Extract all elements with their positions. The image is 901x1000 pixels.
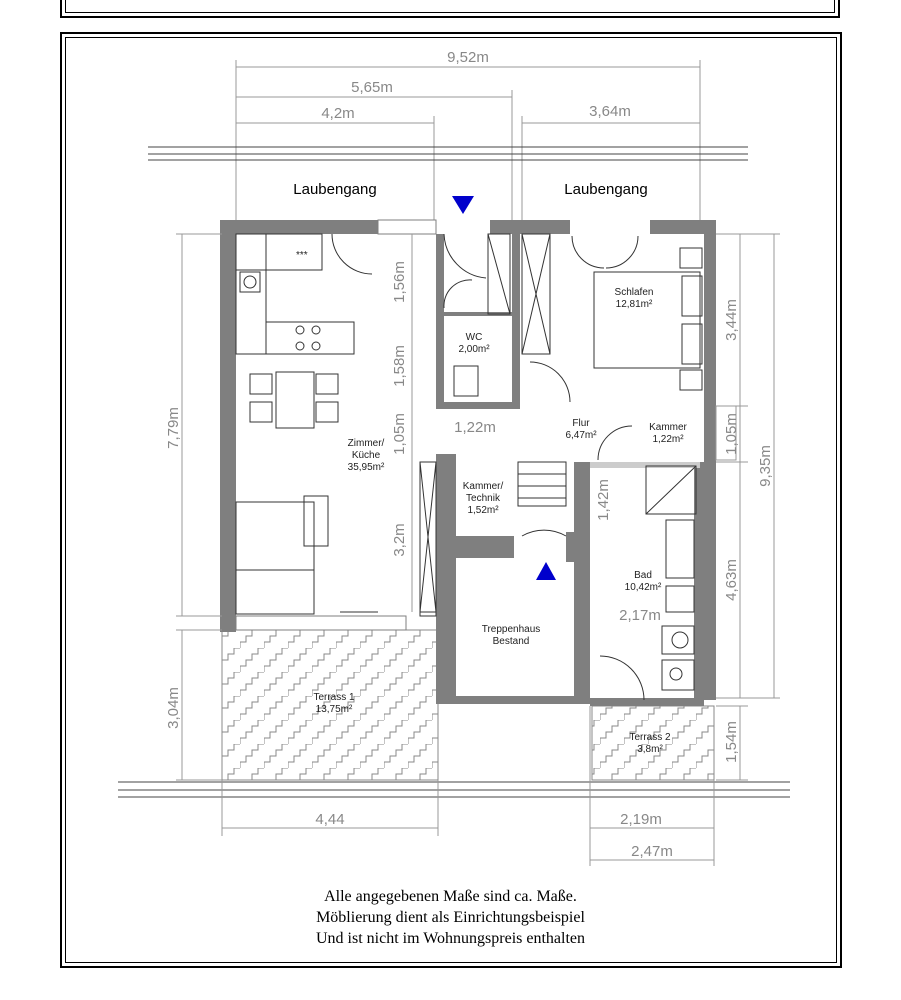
room-treppenhaus-name: Treppenhaus bbox=[481, 624, 541, 635]
room-technik-area: 1,52m² bbox=[467, 505, 499, 516]
room-zimmer-name-2: Küche bbox=[351, 450, 381, 461]
room-terrass2-area: 3,8m² bbox=[637, 744, 663, 755]
room-zimmer-name: Zimmer/ bbox=[347, 438, 385, 449]
stove-mark: *** bbox=[296, 250, 308, 261]
room-zimmer-area: 35,95m² bbox=[347, 462, 385, 473]
dim-bottom-444: 4,44 bbox=[315, 811, 345, 828]
room-wc-area: 2,00m² bbox=[458, 344, 490, 355]
stairs-drawing bbox=[518, 462, 566, 506]
dim-bottom-247: 2,47m bbox=[631, 843, 673, 860]
room-technik-name: Kammer/ bbox=[462, 481, 504, 492]
dim-left-304: 3,04m bbox=[165, 687, 182, 729]
dim-inner-158: 1,58m bbox=[391, 345, 408, 387]
entry-marker-stairs bbox=[536, 562, 556, 580]
note-line-3: Und ist nicht im Wohnungspreis enthalten bbox=[315, 930, 586, 947]
room-terrass2-name: Terrass 2 bbox=[629, 732, 671, 743]
ground-lines bbox=[118, 782, 790, 797]
dim-right-935: 9,35m bbox=[757, 445, 774, 487]
room-technik-name-2: Technik bbox=[466, 493, 500, 504]
dim-right-344: 3,44m bbox=[723, 299, 740, 341]
bedroom-furniture bbox=[594, 248, 702, 390]
dim-inner-32: 3,2m bbox=[391, 523, 408, 557]
disclaimer-note bbox=[0, 886, 901, 949]
room-bad-name: Bad bbox=[634, 570, 652, 581]
dim-inner-156: 1,56m bbox=[391, 261, 408, 303]
dim-inner-122: 1,22m bbox=[454, 419, 496, 436]
room-bad-area: 10,42m² bbox=[624, 582, 662, 593]
room-schlafen-area: 12,81m² bbox=[615, 299, 653, 310]
room-schlafen-name: Schlafen bbox=[614, 287, 654, 298]
dim-inner-105: 1,05m bbox=[391, 413, 408, 455]
dim-right-154: 1,54m bbox=[723, 721, 740, 763]
dim-bottom-219: 2,19m bbox=[620, 811, 662, 828]
dim-left-779: 7,79m bbox=[165, 407, 182, 449]
laubengang-right-label: Laubengang bbox=[564, 181, 648, 198]
dim-top-364: 3,64m bbox=[589, 103, 631, 120]
dim-top-overall: 9,52m bbox=[447, 49, 489, 66]
note-line-2: Möblierung dient als Einrichtungsbeispiel bbox=[316, 909, 585, 926]
laubengang-left-label: Laubengang bbox=[293, 181, 377, 198]
room-kammer-area: 1,22m² bbox=[652, 434, 684, 445]
note-line-1: Alle angegebenen Maße sind ca. Maße. bbox=[324, 888, 577, 905]
terrace-2-area bbox=[592, 706, 714, 780]
dim-inner-142: 1,42m bbox=[595, 479, 612, 521]
room-terrass1-name: Terrass 1 bbox=[313, 692, 355, 703]
entry-marker-top bbox=[452, 196, 474, 214]
room-flur-name: Flur bbox=[572, 418, 590, 429]
dim-right-463: 4,63m bbox=[723, 559, 740, 601]
room-kammer-name: Kammer bbox=[649, 422, 687, 433]
room-terrass1-area: 13,75m² bbox=[315, 704, 353, 715]
room-wc-name: WC bbox=[465, 332, 483, 343]
dim-top-565: 5,65m bbox=[351, 79, 393, 96]
room-treppenhaus-name-2: Bestand bbox=[492, 636, 530, 647]
dim-top-42: 4,2m bbox=[321, 105, 355, 122]
dim-inner-217: 2,17m bbox=[619, 607, 661, 624]
dim-right-105: 1,05m bbox=[723, 413, 740, 455]
room-flur-area: 6,47m² bbox=[565, 430, 597, 441]
walkway-rails bbox=[148, 147, 748, 160]
